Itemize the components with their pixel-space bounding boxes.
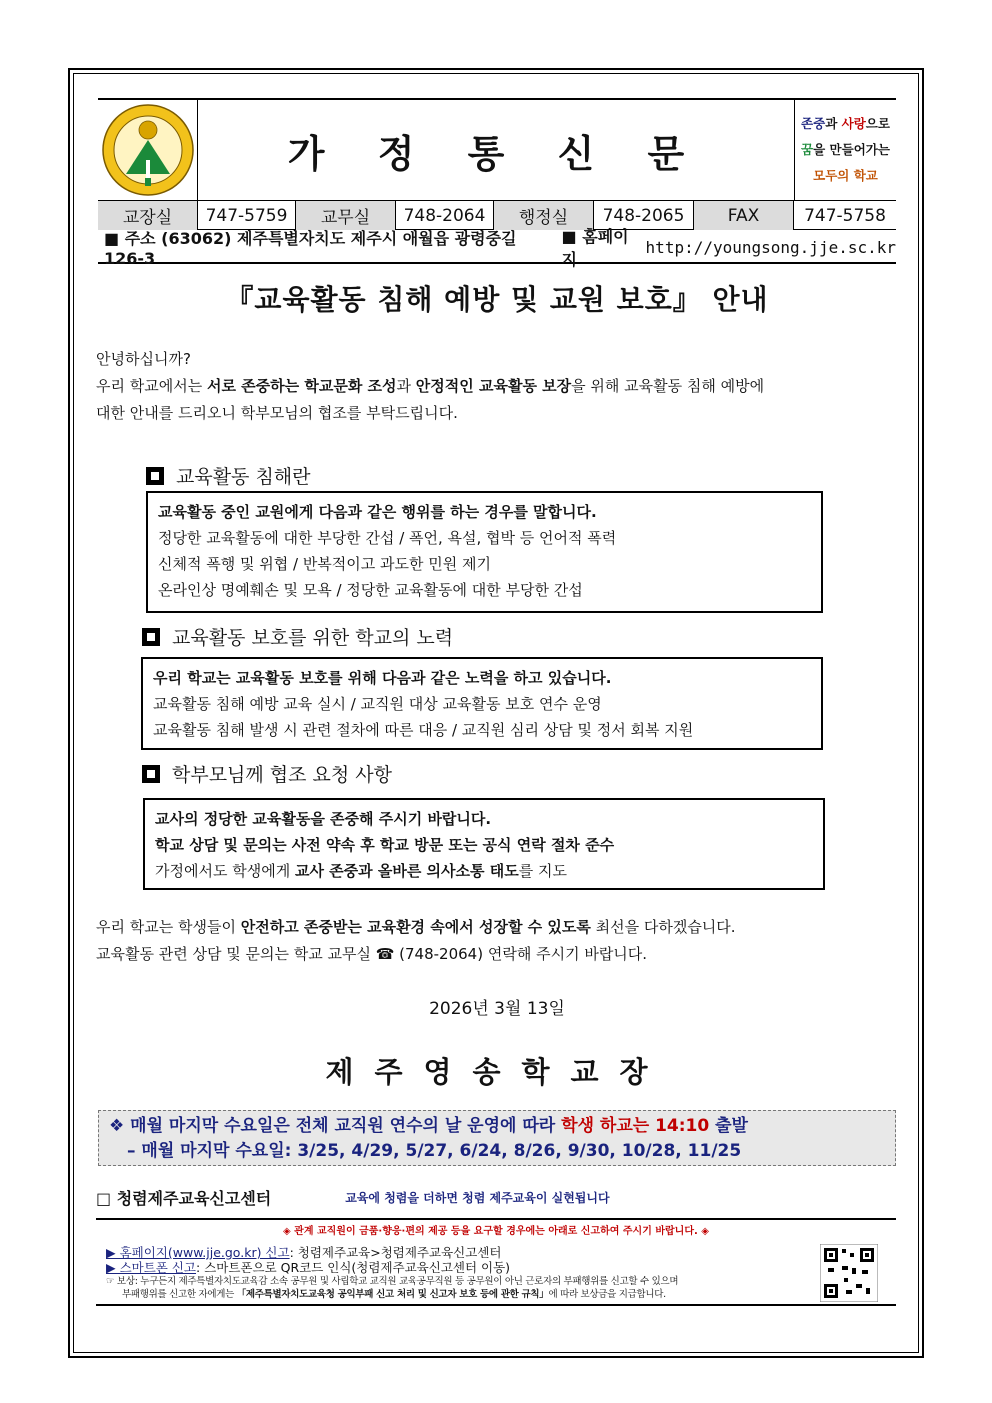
motto-line-3: 모두의 학교: [813, 168, 878, 183]
motto-line-2: 꿈을 만들어가는: [801, 142, 890, 157]
phone-number-academic: 748-2064: [396, 201, 494, 230]
closing-line-2: 교육활동 관련 상담 및 문의는 학교 교무실 ☎ (748-2064) 연락해 주시기 바랍니다.: [96, 945, 648, 963]
section-lead: 교육활동 중인 교원에게 다음과 같은 행위를 하는 경우를 말합니다.: [158, 503, 597, 521]
intro-paragraph: 우리 학교에서는 서로 존중하는 학교문화 조성과 안정적인 교육활동 보장을 위해 교육활동 침해 예방에: [96, 377, 765, 395]
report-center-title: □ 청렴제주교육신고센터: [96, 1189, 272, 1208]
phone-number-principal: 747-5759: [198, 201, 296, 230]
square-bullet-icon: [142, 765, 160, 783]
document-title: 『교육활동 침해 예방 및 교원 보호』 안내: [225, 283, 769, 316]
intro-text: [96, 346, 898, 427]
notice-line-1: ❖ 매월 마지막 수요일은 전체 교직원 연수의 날 운영에 따라 학생 하교는 14:10 출발: [109, 1116, 748, 1136]
square-bullet-icon: [142, 628, 160, 646]
section-heading-2: 교육활동 보호를 위한 학교의 노력: [142, 623, 453, 650]
issue-date: 2026년 3월 13일: [429, 999, 565, 1019]
list-item: 가정에서도 학생에게 교사 존중과 올바른 의사소통 태도를 지도: [155, 862, 567, 880]
intro-paragraph-2: 대한 안내를 드리오니 학부모님의 협조를 부탁드립니다.: [96, 404, 458, 422]
list-item: 교육활동 침해 발생 시 관련 절차에 따른 대응 / 교직원 심리 상담 및 정서 회복 지원: [153, 721, 694, 739]
square-bullet-icon: [146, 467, 164, 485]
report-note: ◈ 관계 교직원이 금품·향응·편의 제공 등을 요구할 경우에는 아래로 신고하여 주시기 바랍니다. ◈: [283, 1226, 709, 1237]
phone-label-admin: 행정실: [494, 201, 594, 230]
closing-text: [96, 914, 898, 968]
address-line: [98, 227, 896, 269]
schedule-notice: [98, 1110, 896, 1166]
homepage-url[interactable]: http://youngsong.jje.sc.kr: [645, 237, 896, 257]
report-reward-line: ☞ 보상: 누구든지 제주특별자치도교육감 소속 공무원 및 사립학교 교직원 교육공무직원 등 공무원이 아닌 근로자의 부패행위를 신고할 수 있으며: [106, 1276, 679, 1287]
closing-line-1: 우리 학교는 학생들이 안전하고 존중받는 교육환경 속에서 성장할 수 있도록 최선을 다하겠습니다.: [96, 918, 736, 936]
homepage-label: ■ 홈페이지: [561, 227, 629, 269]
report-center-box: [96, 1218, 896, 1306]
school-address: ■ 주소 (63062) 제주특별자치도 제주시 애월읍 광령중길 126-3: [104, 229, 517, 268]
list-item: 정당한 교육활동에 대한 부당한 간섭 / 폭언, 욕설, 협박 등 언어적 폭력: [158, 529, 617, 547]
list-item: 온라인상 명예훼손 및 모욕 / 정당한 교육활동에 대한 부당한 간섭: [158, 581, 583, 599]
school-logo: [98, 100, 198, 200]
phone-label-principal: 교장실: [98, 201, 198, 230]
newsletter-title: 가 정 통 신 문: [287, 131, 705, 176]
principal-signature: 제주영송학교장: [325, 1055, 669, 1089]
report-homepage-line: ▶ 홈페이지(www.jje.go.kr) 신고: 청렴제주교육>청렴제주교육신고센터: [106, 1245, 502, 1260]
section-box-3: [143, 798, 825, 890]
section-box-2: [141, 657, 823, 750]
phone-label-fax: FAX: [694, 201, 794, 230]
section-lead-2: 학교 상담 및 문의는 사전 약속 후 학교 방문 또는 공식 연락 절차 준수: [155, 836, 615, 854]
report-center-slogan: 교육에 청렴을 더하면 청렴 제주교육이 실현됩니다: [345, 1191, 610, 1205]
report-center-header: [96, 1186, 896, 1209]
phone-number-fax: 747-5758: [804, 205, 886, 226]
school-motto: [794, 100, 896, 200]
section-lead: 우리 학교는 교육활동 보호를 위해 다음과 같은 노력을 하고 있습니다.: [153, 669, 612, 687]
section-heading-1: 교육활동 침해란: [146, 462, 311, 489]
phone-label-academic: 교무실: [296, 201, 396, 230]
report-reward-line-2: 부패행위를 신고한 자에게는 「제주특별자치도교육청 공익부패 신고 처리 및 신고자 보호 등에 관한 규칙」에 따라 보상금을 지급합니다.: [122, 1289, 666, 1300]
section-box-1: [146, 491, 823, 613]
notice-line-2: – 매월 마지막 수요일: 3/25, 4/29, 5/27, 6/24, 8/26, 9/30, 10/28, 11/25: [127, 1141, 742, 1161]
report-smartphone-line: ▶ 스마트폰 신고: 스마트폰으로 QR코드 인식(청렴제주교육신고센터 이동): [106, 1260, 511, 1275]
list-item: 신체적 폭행 및 위협 / 반복적이고 과도한 민원 제기: [158, 555, 492, 573]
phone-number-admin: 748-2065: [594, 201, 694, 230]
motto-line-1: 존중과 사랑으로: [801, 116, 890, 131]
section-lead: 교사의 정당한 교육활동을 존중해 주시기 바랍니다.: [155, 810, 492, 828]
qr-code-icon[interactable]: [820, 1244, 878, 1302]
newsletter-header: [98, 98, 896, 230]
greeting: 안녕하십니까?: [96, 350, 191, 368]
section-heading-3: 학부모님께 협조 요청 사항: [142, 760, 392, 787]
list-item: 교육활동 침해 예방 교육 실시 / 교직원 대상 교육활동 보호 연수 운영: [153, 695, 602, 713]
